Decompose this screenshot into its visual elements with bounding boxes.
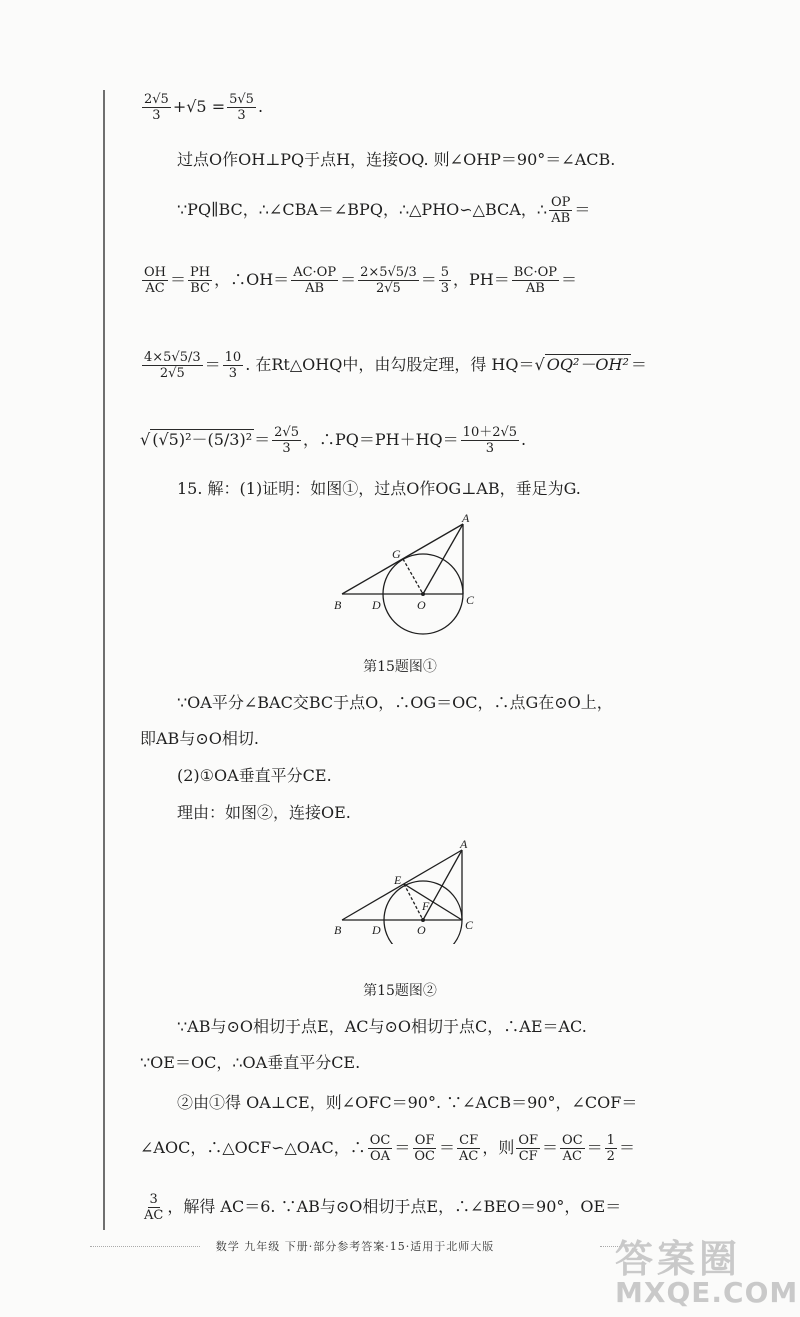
page-footer: 数学 九年级 下册·部分参考答案·15·适用于北师大版 — [215, 1240, 495, 1253]
figure-2-diagram — [320, 836, 500, 944]
label-f: F — [422, 899, 430, 913]
fraction: $\frac{10}{3}$ — [224, 350, 242, 381]
solution-line-13: ∵OE＝OC，∴OA垂直平分CE. — [140, 1053, 361, 1072]
fraction: $\frac{BC\cdot OP}{AB}$ — [513, 265, 558, 296]
fraction: $\frac{OC}{OA}$ — [369, 1133, 391, 1164]
segment-ec — [404, 884, 462, 920]
solution-line-4: $\frac{OH}{AC}$ ＝ $\frac{PH}{BC}$ ，∴OH＝ $\frac{AC\cdot OP}{AB}$ ＝ $\frac{2\times 5√5/3}{2√5}$ ＝ $\frac{5}{3}$ ，PH＝ $\frac{BC\cdot OP}{AB}$ ＝ — [144, 265, 578, 296]
square-root: (√5)²－(5/3)² — [152, 430, 253, 449]
label-b: B — [334, 923, 342, 937]
segment-og-dashed — [403, 559, 423, 594]
fraction: $\frac{OF}{CF}$ — [518, 1133, 539, 1164]
solution-line-10: (2)①OA垂直平分CE. — [177, 766, 332, 785]
solution-line-1: $\frac{2√5}{3}$ +√5 = $\frac{5√5}{3}$ . — [144, 92, 264, 123]
label-c: C — [466, 593, 475, 607]
label-g: G — [392, 547, 401, 561]
label-c: C — [465, 918, 474, 932]
fraction: $\frac{3}{AC}$ — [144, 1192, 164, 1223]
fraction: $\frac{1}{2}$ — [606, 1133, 615, 1164]
segment-ao — [423, 524, 463, 594]
fraction: $\frac{CF}{AC}$ — [458, 1133, 479, 1164]
label-a: A — [460, 837, 468, 851]
figure-1-caption: 第15题图① — [363, 659, 437, 675]
solution-line-6: √ (√5)²－(5/3)² ＝ $\frac{2√5}{3}$ ，∴PQ＝PH＋HQ＝ $\frac{10+2√5}{3}$ . — [140, 425, 527, 456]
label-d: D — [372, 598, 381, 612]
problem-15-heading: 15. 解：(1)证明：如图①，过点O作OG⊥AB，垂足为G. — [177, 479, 581, 498]
fraction: $\frac{5}{3}$ — [440, 265, 450, 296]
fraction: $\frac{AC\cdot OP}{AB}$ — [293, 265, 337, 296]
fraction: $\frac{4\times 5√5/3}{2√5}$ — [144, 350, 201, 381]
solution-line-12: ∵AB与⊙O相切于点E，AC与⊙O相切于点C，∴AE＝AC. — [177, 1017, 587, 1036]
watermark-url: MXQE.COM — [615, 1276, 799, 1309]
fraction: $\frac{2\times 5√5/3}{2√5}$ — [360, 265, 417, 296]
fraction: $\frac{5√5}{3}$ — [229, 92, 254, 123]
fraction: $\frac{2√5}{3}$ — [144, 92, 169, 123]
square-root: OQ²－OH² — [546, 355, 629, 374]
fraction: $\frac{2√5}{3}$ — [274, 425, 299, 456]
solution-line-5: $\frac{4\times 5√5/3}{2√5}$ ＝ $\frac{10}{3}$ . 在Rt△OHQ中，由勾股定理，得 HQ＝√ OQ²－OH² ＝ — [144, 350, 647, 381]
fraction: $\frac{OF}{OC}$ — [414, 1133, 435, 1164]
label-d: D — [372, 923, 381, 937]
label-e: E — [394, 873, 402, 887]
fraction: $\frac{OC}{AC}$ — [562, 1133, 583, 1164]
figure-1-diagram — [320, 508, 500, 646]
label-a: A — [462, 511, 470, 525]
label-o: O — [417, 923, 426, 937]
figure-2-caption: 第15题图② — [363, 983, 437, 999]
fraction: $\frac{PH}{BC}$ — [190, 265, 211, 296]
fraction: $\frac{OP}{AB}$ — [551, 195, 571, 226]
solution-line-8: ∵OA平分∠BAC交BC于点O，∴OG＝OC，∴点G在⊙O上， — [177, 693, 613, 712]
label-o: O — [417, 598, 426, 612]
segment-ba — [342, 524, 463, 594]
fraction: $\frac{10+2√5}{3}$ — [462, 425, 518, 456]
solution-line-9: 即AB与⊙O相切. — [140, 729, 259, 748]
fraction: $\frac{OH}{AC}$ — [144, 265, 166, 296]
solution-line-2: 过点O作OH⊥PQ于点H，连接OQ. 则∠OHP＝90°＝∠ACB. — [177, 150, 616, 169]
solution-line-14: ②由①得 OA⊥CE，则∠OFC＝90°. ∵∠ACB＝90°，∠COF＝ — [177, 1093, 638, 1112]
watermark-logo: 答案圈 — [615, 1237, 742, 1281]
label-b: B — [334, 598, 342, 612]
solution-line-3: ∵PQ∥BC，∴∠CBA＝∠BPQ，∴△PHO∽△BCA，∴ $\frac{OP}{AB}$ ＝ — [177, 195, 591, 226]
solution-line-11: 理由：如图②，连接OE. — [177, 803, 351, 822]
center-point — [421, 918, 425, 922]
solution-line-15: ∠AOC，∴△OCF∽△OAC，∴ $\frac{OC}{OA}$ ＝ $\frac{OF}{OC}$ ＝ $\frac{CF}{AC}$ ，则 $\frac{OF}{CF}$ ＝ $\frac{OC}{AC}$ ＝ $\frac{1}{2}$ ＝ — [140, 1133, 635, 1164]
solution-line-16: $\frac{3}{AC}$ ，解得 AC＝6. ∵AB与⊙O相切于点E，∴∠BEO＝90°，OE＝ — [144, 1192, 622, 1223]
center-point — [421, 592, 425, 596]
